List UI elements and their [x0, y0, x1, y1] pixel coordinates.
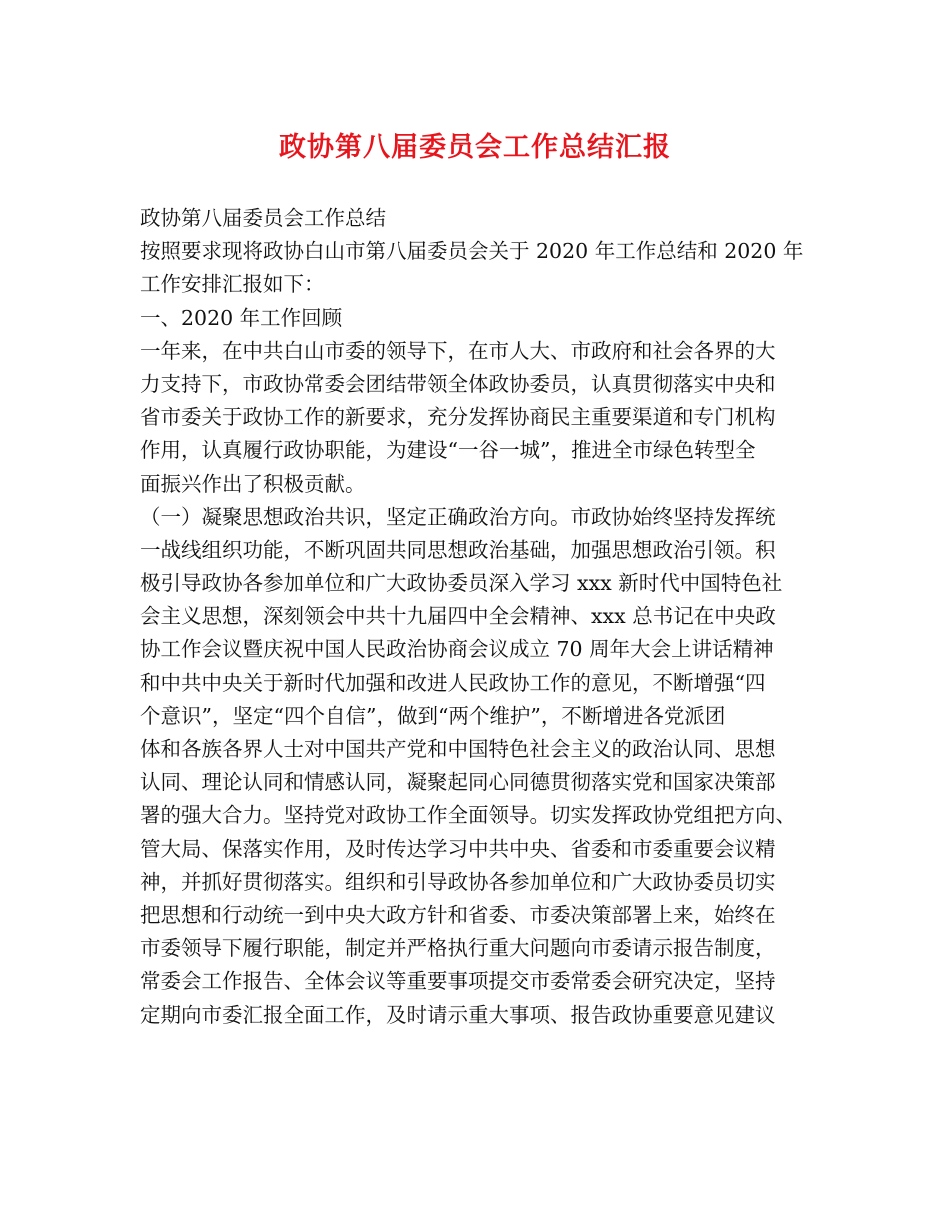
text-line: 体和各族各界人士对中国共产党和中国特色社会主义的政治认同、思想 [140, 737, 776, 761]
text-line: 面振兴作出了积极贡献。 [140, 471, 366, 496]
text-line: 管大局、保落实作用，及时传达学习中共中央、省委和市委重要会议精 [140, 836, 776, 861]
text-line: 定期向市委汇报全面工作，及时请示重大事项、报告政协重要意见建议 [140, 1002, 776, 1027]
text-line: 市委领导下履行职能，制定并严格执行重大问题向市委请示报告制度， [140, 936, 776, 961]
text-line: 个意识”，坚定“四个自信”，做到“两个维护”，不断增进各党派团 [140, 703, 726, 728]
text-line: 一战线组织功能，不断巩固共同思想政治基础，加强思想政治引领。积 [140, 537, 776, 562]
text-line: 按照要求现将政协白山市第八届委员会关于 2020 年工作总结和 2020 年 [140, 239, 804, 264]
text-line: 认同、理论认同和情感认同，凝聚起同心同德贯彻落实党和国家决策部 [140, 770, 776, 795]
text-line: 和中共中央关于新时代加强和改进人民政协工作的意见，不断增强“四 [140, 670, 766, 695]
text-line: 会主义思想，深刻领会中共十九届四中全会精神、xxx 总书记在中央政 [140, 604, 776, 629]
text-line: 常委会工作报告、全体会议等重要事项提交市委常委会研究决定，坚持 [140, 969, 776, 994]
text-line: 力支持下，市政协常委会团结带领全体政协委员，认真贯彻落实中央和 [140, 371, 776, 396]
document-body [140, 202, 820, 1032]
text-line: 一年来，在中共白山市委的领导下，在市人大、市政府和社会各界的大 [140, 338, 776, 363]
text-line: 作用，认真履行政协职能，为建设“一谷一城”，推进全市绿色转型全 [140, 438, 756, 463]
text-line: 工作安排汇报如下： [140, 272, 325, 297]
text-line: 协工作会议暨庆祝中国人民政治协商会议成立 70 周年大会上讲话精神 [140, 637, 774, 662]
text-line: 极引导政协各参加单位和广大政协委员深入学习 xxx 新时代中国特色社 [140, 571, 783, 596]
text-line: 一、2020 年工作回顾 [140, 305, 343, 330]
text-line: 神，并抓好贯彻落实。组织和引导政协各参加单位和广大政协委员切实 [140, 869, 776, 894]
text-line: 署的强大合力。坚持党对政协工作全面领导。切实发挥政协党组把方向、 [140, 803, 796, 828]
text-line: （一）凝聚思想政治共识，坚定正确政治方向。市政协始终坚持发挥统 [140, 504, 776, 529]
document-title: 政协第八届委员会工作总结汇报 [279, 132, 671, 163]
text-line: 把思想和行动统一到中央大政方针和省委、市委决策部署上来，始终在 [140, 902, 776, 927]
text-line: 省市委关于政协工作的新要求，充分发挥协商民主重要渠道和专门机构 [140, 405, 776, 430]
text-line: 政协第八届委员会工作总结 [140, 206, 386, 230]
